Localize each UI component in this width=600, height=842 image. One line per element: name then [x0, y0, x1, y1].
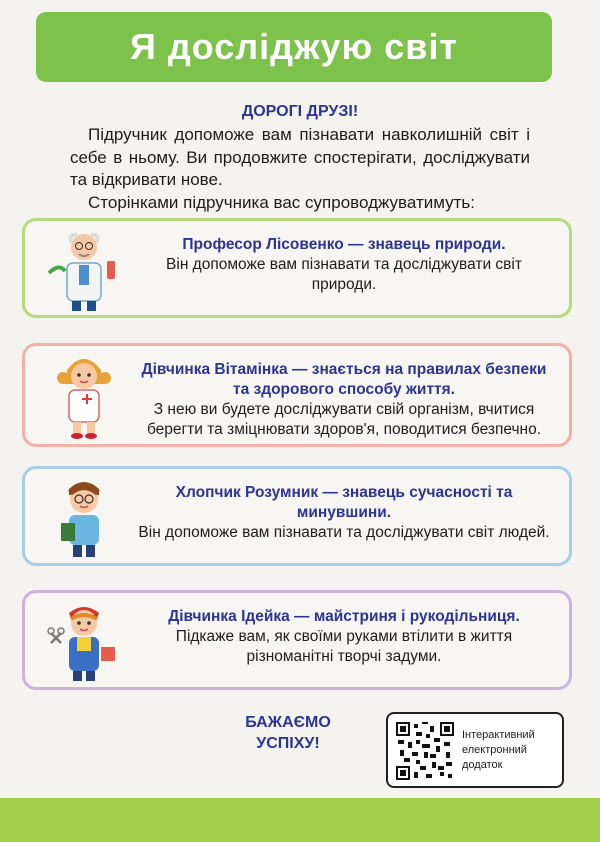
qr-label: Інтерактивний електронний додаток — [462, 729, 535, 771]
qr-code-icon[interactable] — [396, 722, 454, 780]
bottom-decorative-bar — [0, 798, 600, 842]
character-name: Дівчинка Ідейка — майстриня і рукодільниця. — [168, 608, 520, 625]
character-description: Він допоможе вам пізнавати та досліджувати світ природи. — [166, 256, 522, 293]
character-name: Дівчинка Вітамінка — знається на правилах безпеки та здорового способу життя. — [141, 361, 547, 398]
character-name: Професор Лісовенко — знавець природи. — [182, 236, 506, 253]
closing-wish — [218, 712, 358, 754]
character-card-rozumnyk — [22, 466, 572, 566]
character-text — [133, 483, 555, 543]
closing-line-1: БАЖАЄМО — [245, 714, 331, 731]
page-title-bar — [36, 12, 552, 82]
character-description: Він допоможе вам пізнавати та досліджувати світ людей. — [138, 524, 550, 541]
character-text — [133, 235, 555, 295]
character-description: Підкаже вам, як своїми руками втілити в життя різноманітні творчі задуми. — [175, 628, 513, 665]
character-text — [133, 607, 555, 667]
nurse-girl-icon — [39, 350, 129, 440]
intro-text — [70, 124, 530, 214]
character-card-vitaminka — [22, 343, 572, 447]
character-card-professor — [22, 218, 572, 318]
craft-girl-icon — [39, 597, 129, 687]
character-card-ideyka — [22, 590, 572, 690]
qr-panel[interactable] — [386, 712, 564, 788]
closing-line-2: УСПІХУ! — [256, 735, 320, 752]
greeting-heading: ДОРОГІ ДРУЗІ! — [241, 103, 359, 120]
schoolboy-icon — [39, 473, 129, 563]
character-name: Хлопчик Розумник — знавець сучасності та минувшини. — [175, 484, 513, 521]
professor-icon — [39, 225, 129, 315]
character-text — [133, 360, 555, 440]
intro-paragraph-2: Сторінками підручника вас супроводжуватимуть: — [88, 192, 475, 212]
intro-paragraph-1: Підручник допоможе вам пізнавати навколишній світ і себе в ньому. Ви продовжите спостерігати, досліджувати та відкривати нове. — [70, 125, 530, 189]
page-title: Я досліджую світ — [129, 26, 459, 67]
character-description: З нею ви будете досліджувати свій організм, вчитися берегти та зміцнювати здоров'я, поводитися безпечно. — [146, 401, 542, 438]
